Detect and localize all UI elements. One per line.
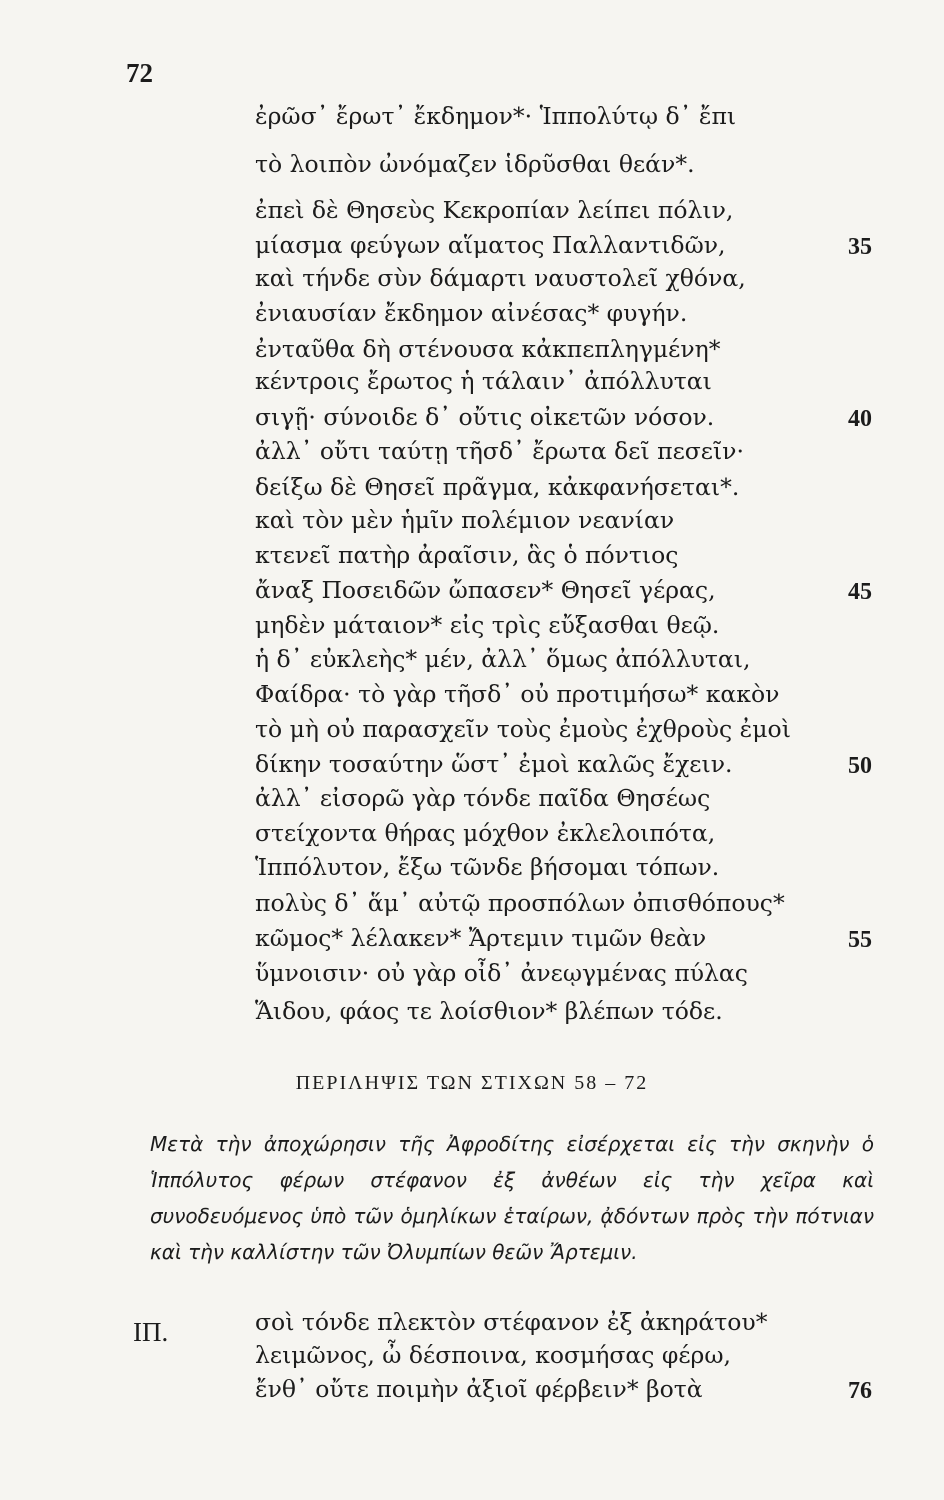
line-number: 50 xyxy=(848,753,872,779)
line-number: 35 xyxy=(848,234,872,260)
verse-line: καὶ τὸν μὲν ἡμῖν πολέμιον νεανίαν xyxy=(255,506,675,534)
verse-line: Ἅιδου, φάος τε λοίσθιον* βλέπων τόδε. xyxy=(255,997,723,1025)
verse-line: λειμῶνος, ὦ δέσποινα, κοσμήσας φέρω, xyxy=(255,1341,732,1369)
verse-line: ἐνιαυσίαν ἔκδημον αἰνέσας* φυγήν. xyxy=(255,299,688,327)
verse-line: δίκην τοσαύτην ὥστ᾽ ἐμοὶ καλῶς ἔχειν. xyxy=(255,750,733,778)
verse-line: στείχοντα θήρας μόχθον ἐκλελοιπότα, xyxy=(255,819,716,847)
line-number: 76 xyxy=(848,1378,872,1404)
verse-line: ἀλλ᾽ οὔτι ταύτῃ τῆσδ᾽ ἔρωτα δεῖ πεσεῖν· xyxy=(255,437,744,465)
verse-line: κέντροις ἔρωτος ἡ τάλαιν᾽ ἀπόλλυται xyxy=(255,367,712,395)
section-heading: ΠΕΡΙΛΗΨΙΣ ΤΩΝ ΣΤΙΧΩΝ 58 – 72 xyxy=(295,1072,649,1094)
line-number: 40 xyxy=(848,406,872,432)
verse-line: τὸ λοιπὸν ὠνόμαζεν ἱδρῦσθαι θεάν*. xyxy=(255,150,695,178)
verse-line: ἡ δ᾽ εὐκλεὴς* μέν, ἀλλ᾽ ὅμως ἀπόλλυται, xyxy=(255,645,751,673)
summary-paragraph: Μετὰ τὴν ἀποχώρησιν τῆς Ἀφροδίτης εἰσέρχεται εἰς τὴν σκηνὴν ὁ Ἱππόλυτος φέρων στέφανον ἐξ ἀνθέων εἰς τὴν χεῖρα καὶ συνοδευόμενος ὑπὸ τῶν ὁμηλίκων ἑταίρων, ᾀδόντων πρὸς τὴν πότνιαν καὶ τὴν καλλίστην τῶν Ὀλυμπίων θεῶν Ἄρτεμιν. xyxy=(150,1132,874,1264)
verse-line: μίασμα φεύγων αἵματος Παλλαντιδῶν, xyxy=(255,231,726,259)
line-number: 45 xyxy=(848,579,872,605)
verse-line: σιγῇ· σύνοιδε δ᾽ οὔτις οἰκετῶν νόσον. xyxy=(255,403,715,431)
verse-line: ἐνταῦθα δὴ στένουσα κἀκπεπληγμένη* xyxy=(255,335,721,363)
verse-line: ὕμνοισιν· οὐ γὰρ οἶδ᾽ ἀνεῳγμένας πύλας xyxy=(255,959,748,987)
verse-line: Φαίδρα· τὸ γὰρ τῆσδ᾽ οὐ προτιμήσω* κακὸν xyxy=(255,680,780,708)
verse-line: μηδὲν μάταιον* εἰς τρὶς εὔξασθαι θεῷ. xyxy=(255,611,720,639)
line-number: 55 xyxy=(848,927,872,953)
verse-line: ἔνθ᾽ οὔτε ποιμὴν ἀξιοῖ φέρβειν* βοτὰ xyxy=(255,1375,703,1403)
verse-line: τὸ μὴ οὐ παρασχεῖν τοὺς ἐμοὺς ἐχθροὺς ἐμοὶ xyxy=(255,715,791,743)
verse-line: Ἱππόλυτον, ἔξω τῶνδε βήσομαι τόπων. xyxy=(255,853,720,881)
verse-line: ἀλλ᾽ εἰσορῶ γὰρ τόνδε παῖδα Θησέως xyxy=(255,784,711,812)
verse-line: πολὺς δ᾽ ἅμ᾽ αὐτῷ προσπόλων ὀπισθόπους* xyxy=(255,889,785,917)
verse-line: δείξω δὲ Θησεῖ πρᾶγμα, κἀκφανήσεται*. xyxy=(255,473,740,501)
verse-line: κτενεῖ πατὴρ ἀραῖσιν, ἃς ὁ πόντιος xyxy=(255,541,679,569)
verse-line: ἐρῶσ᾽ ἔρωτ᾽ ἔκδημον*· Ἱππολύτῳ δ᾽ ἔπι xyxy=(255,102,737,130)
verse-line: ἐπεὶ δὲ Θησεὺς Κεκροπίαν λείπει πόλιν, xyxy=(255,196,734,224)
verse-line: καὶ τήνδε σὺν δάμαρτι ναυστολεῖ χθόνα, xyxy=(255,264,746,292)
page-number: 72 xyxy=(126,58,153,88)
verse-line: σοὶ τόνδε πλεκτὸν στέφανον ἐξ ἀκηράτου* xyxy=(255,1308,768,1336)
verse-line: κῶμος* λέλακεν* Ἄρτεμιν τιμῶν θεὰν xyxy=(255,924,707,952)
speaker-label: ΙΠ. xyxy=(133,1317,169,1347)
verse-line: ἄναξ Ποσειδῶν ὤπασεν* Θησεῖ γέρας, xyxy=(255,576,716,604)
